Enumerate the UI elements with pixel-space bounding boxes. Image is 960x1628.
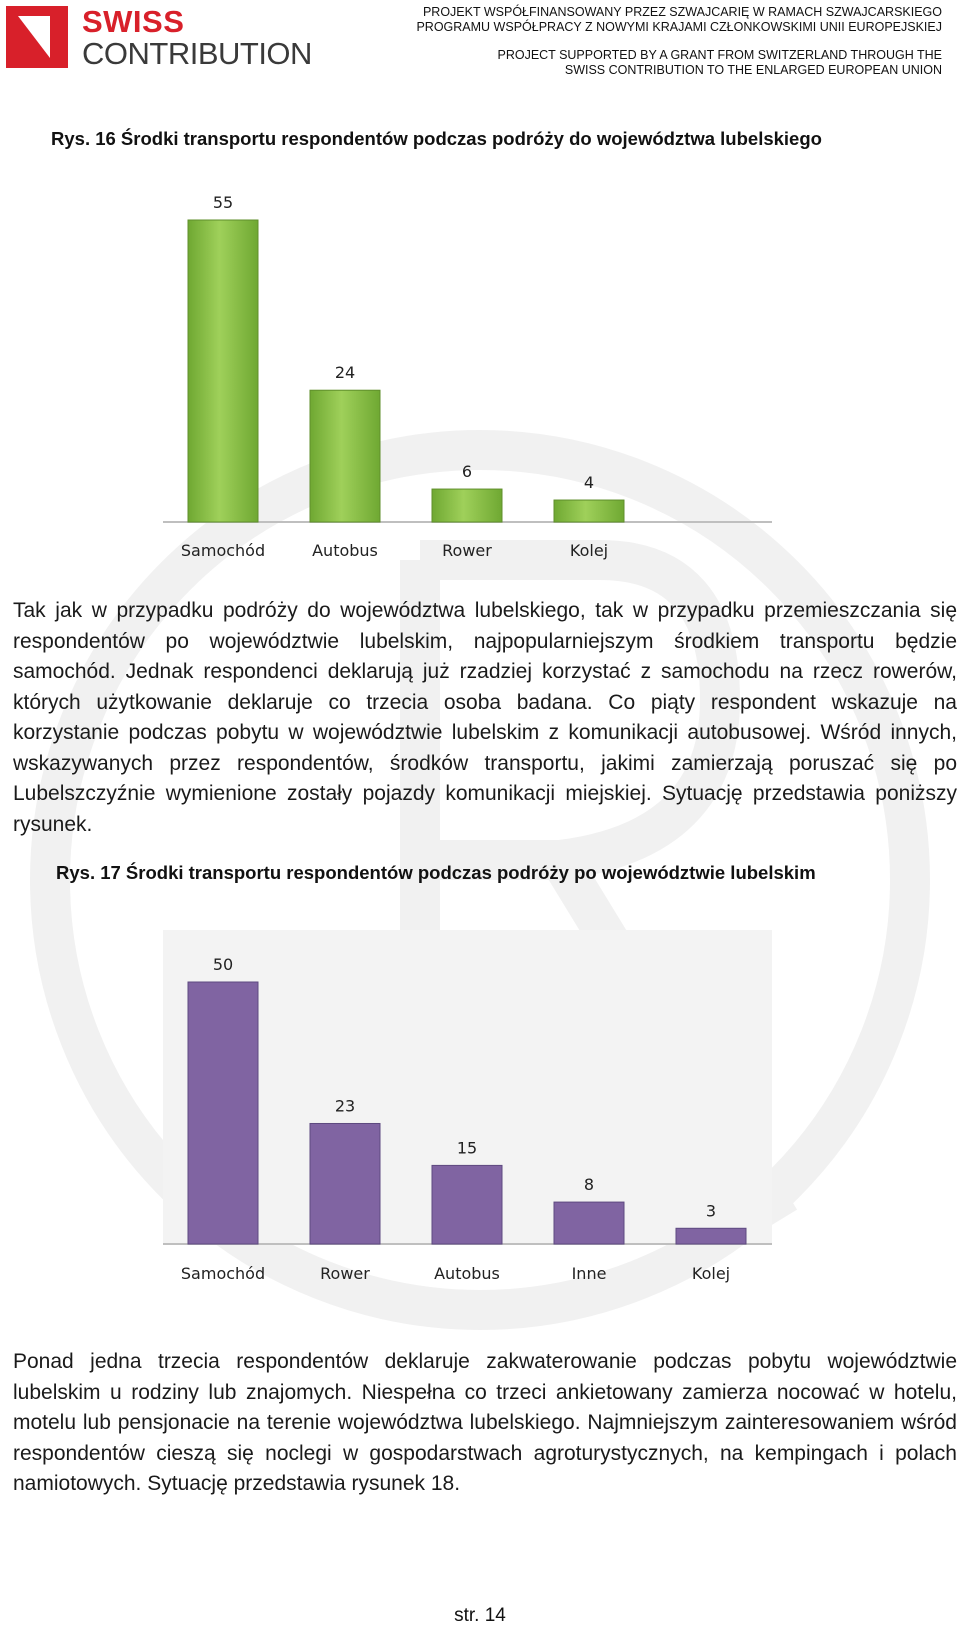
paragraph-1-text: Tak jak w przypadku podróży do województwa lubelskiego, tak w przypadku przemieszczania się respondentów po województwie lubelskim, najpopularniejszym środkiem transportu będzie samochód. Jednak respondenci deklarują już rzadziej korzystać z samochodu na rzecz rowerów, których użytkowanie deklaruje co trzecia osoba badana. Co piąty respondent wskazuje na korzystanie podczas pobytu w województwie lubelskim z komunikacji autobusowej. Wśród innych, wskazywanych przez respondentów, środków transportu, jakimi zamierzają poruszać się po Lubelszczyźnie wymienione zostały pojazdy komunikacji miejskiej. Sytuację przedstawia poniższy rysunek. — [13, 599, 957, 836]
data-label-inne: 8 — [583, 1175, 595, 1195]
category-label-kolej: Kolej — [691, 1264, 731, 1283]
figure-17-title: Rys. 17 Środki transportu respondentów podczas podróży po województwie lubelskim — [56, 862, 816, 883]
data-label-samochód: 55 — [212, 193, 234, 212]
paragraph-2-text: Ponad jedna trzecia respondentów deklaruje zakwaterowanie podczas pobytu województwie lubelskim u rodziny lub znajomych. Niespełna co trzeci ankietowany zamierza nocować w hotelu, motelu lub pensjonacie na terenie województwa lubelskiego. Najmniejszym zainteresowaniem wśród respondentów cieszą się noclegi w gospodarstwach agroturystycznych, na kempingach i polach namiotowych. Sytuację przedstawia rysunek 18. — [13, 1350, 957, 1495]
category-label-rower: Rower — [442, 541, 492, 560]
category-label-autobus: Autobus — [312, 541, 378, 560]
bar-rower — [310, 1123, 380, 1244]
swiss-contribution-logo — [6, 6, 316, 70]
bar-autobus — [310, 390, 380, 522]
bar-kolej — [676, 1228, 746, 1244]
bar-rower — [432, 489, 502, 522]
data-label-kolej: 4 — [583, 473, 595, 493]
header-english-note — [497, 48, 942, 78]
data-label-autobus: 24 — [334, 363, 356, 383]
swiss-flag-icon — [6, 6, 68, 68]
page-number: str. 14 — [454, 1605, 506, 1626]
header-en-line-1: PROJECT SUPPORTED BY A GRANT FROM SWITZERLAND THROUGH THE — [497, 48, 942, 62]
figure-17-chart — [0, 930, 960, 1310]
bar-kolej — [554, 500, 624, 522]
body-paragraph-2 — [13, 1347, 957, 1500]
body-paragraph-1 — [13, 596, 957, 840]
category-label-kolej: Kolej — [569, 541, 609, 560]
header-pl-line-2: PROGRAMU WSPÓŁPRACY Z NOWYMI KRAJAMI CZŁONKOWSKIMI UNII EUROPEJSKIEJ — [416, 20, 942, 34]
category-label-autobus: Autobus — [434, 1264, 500, 1283]
category-label-inne: Inne — [571, 1264, 607, 1283]
header-pl-line-1: PROJEKT WSPÓŁFINANSOWANY PRZEZ SZWAJCARIĘ W RAMACH SZWAJCARSKIEGO — [422, 5, 942, 19]
data-label-samochód: 50 — [212, 955, 234, 974]
category-label-rower: Rower — [320, 1264, 370, 1283]
category-label-samochód: Samochód — [180, 1264, 266, 1283]
data-label-kolej: 3 — [705, 1201, 717, 1221]
data-label-autobus: 15 — [456, 1138, 478, 1158]
figure-16-chart — [0, 180, 960, 590]
category-label-samochód: Samochód — [180, 541, 266, 560]
figure-17-svg — [0, 930, 960, 1310]
logo-swiss-text: SWISS — [82, 4, 185, 39]
bar-samochód — [188, 982, 258, 1244]
bar-autobus — [432, 1165, 502, 1244]
header-polish-note — [416, 5, 942, 35]
data-label-rower: 6 — [461, 462, 473, 482]
header-en-line-2: SWISS CONTRIBUTION TO THE ENLARGED EUROPEAN UNION — [564, 63, 942, 77]
figure-16-svg — [0, 180, 960, 590]
logo-contribution-text: CONTRIBUTION — [82, 36, 312, 71]
bar-inne — [554, 1202, 624, 1244]
bar-samochód — [188, 220, 258, 522]
figure-16-title: Rys. 16 Środki transportu respondentów podczas podróży do województwa lubelskiego — [51, 128, 822, 149]
data-label-rower: 23 — [334, 1096, 356, 1116]
